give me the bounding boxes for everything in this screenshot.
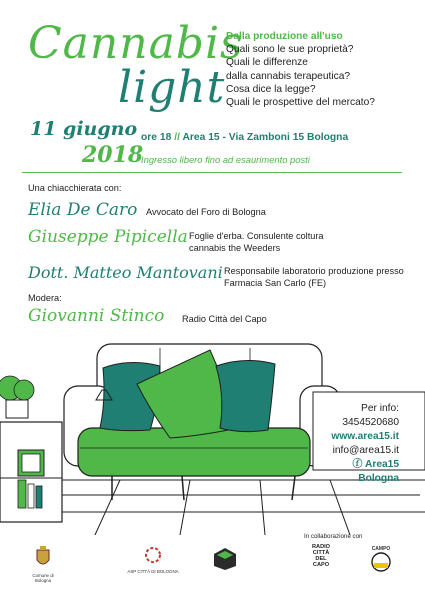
info-label: Per info:	[361, 403, 399, 414]
logo-weeders	[213, 547, 237, 576]
plant-pot	[6, 400, 28, 418]
asp-logo-icon	[143, 546, 163, 564]
speaker-role: Avvocato del Foro di Bologna	[146, 207, 266, 217]
event-venue-line	[141, 132, 348, 143]
speaker-role: Responsabile laboratorio produzione presso Farmacia San Carlo (FE)	[224, 266, 404, 288]
moderator-label: Modera:	[28, 293, 62, 303]
cube-logo-icon	[213, 547, 237, 571]
event-time: ore 18	[141, 132, 172, 143]
info-panel	[324, 402, 399, 486]
questions-heading: Dalla produzione all'uso	[226, 31, 343, 42]
divider-line	[22, 172, 402, 173]
event-date-day: 11 giugno	[30, 118, 138, 140]
speaker-name: Elia De Caro	[28, 200, 138, 220]
talk-intro: Una chiacchierata con:	[28, 183, 122, 193]
logo-label: CAMPO	[371, 546, 391, 552]
question-item: Cosa dice la legge?	[226, 83, 316, 95]
event-venue: Area 15 - Via Zamboni 15 Bologna	[182, 132, 349, 143]
logo-comune	[30, 546, 56, 583]
question-item: Quali le differenze	[226, 57, 308, 69]
event-entry-note: Ingresso libero fino ad esaurimento posti	[141, 154, 310, 165]
title-line-1: Cannabis	[28, 18, 244, 69]
question-item: dalla cannabis terapeutica?	[226, 70, 351, 82]
logo-label: ASP CITTÀ DI BOLOGNA	[127, 569, 179, 574]
campo-logo-icon	[370, 552, 392, 572]
questions-box	[226, 30, 421, 109]
question-item: Quali le prospettive del mercato?	[226, 97, 375, 109]
collab-label: In collaborazione con	[304, 533, 363, 540]
info-website[interactable]: www.area15.it	[331, 431, 399, 442]
moderator-name: Giovanni Stinco	[28, 306, 165, 326]
comune-crest-icon	[35, 546, 51, 568]
logo-label: Comune di Bologna	[32, 573, 54, 583]
question-item: Quali sono le sue proprietà?	[226, 44, 354, 56]
info-email[interactable]: info@area15.it	[332, 445, 399, 456]
moderator-role: Radio Città del Capo	[182, 314, 267, 324]
logo-radio: RADIO CITTÀ DEL CAPO	[311, 544, 331, 568]
logo-campo	[366, 546, 396, 577]
speaker-name: Dott. Matteo Mantovani	[28, 263, 223, 282]
speaker-name: Giuseppe Pipicella	[28, 227, 188, 247]
logo-asp	[127, 546, 179, 574]
event-date-year: 2018	[82, 142, 144, 168]
title-line-2: light	[118, 62, 226, 113]
info-phone: 3454520680	[342, 417, 399, 428]
facebook-icon: ⓕ	[352, 459, 363, 470]
event-separator: //	[174, 132, 180, 143]
floor-lines	[30, 480, 425, 535]
cushion-teal-right	[216, 360, 275, 431]
info-facebook[interactable]: Area15 Bologna	[358, 459, 399, 484]
speaker-role: Foglie d'erba. Consulente coltura cannabis the Weeders	[189, 231, 324, 253]
